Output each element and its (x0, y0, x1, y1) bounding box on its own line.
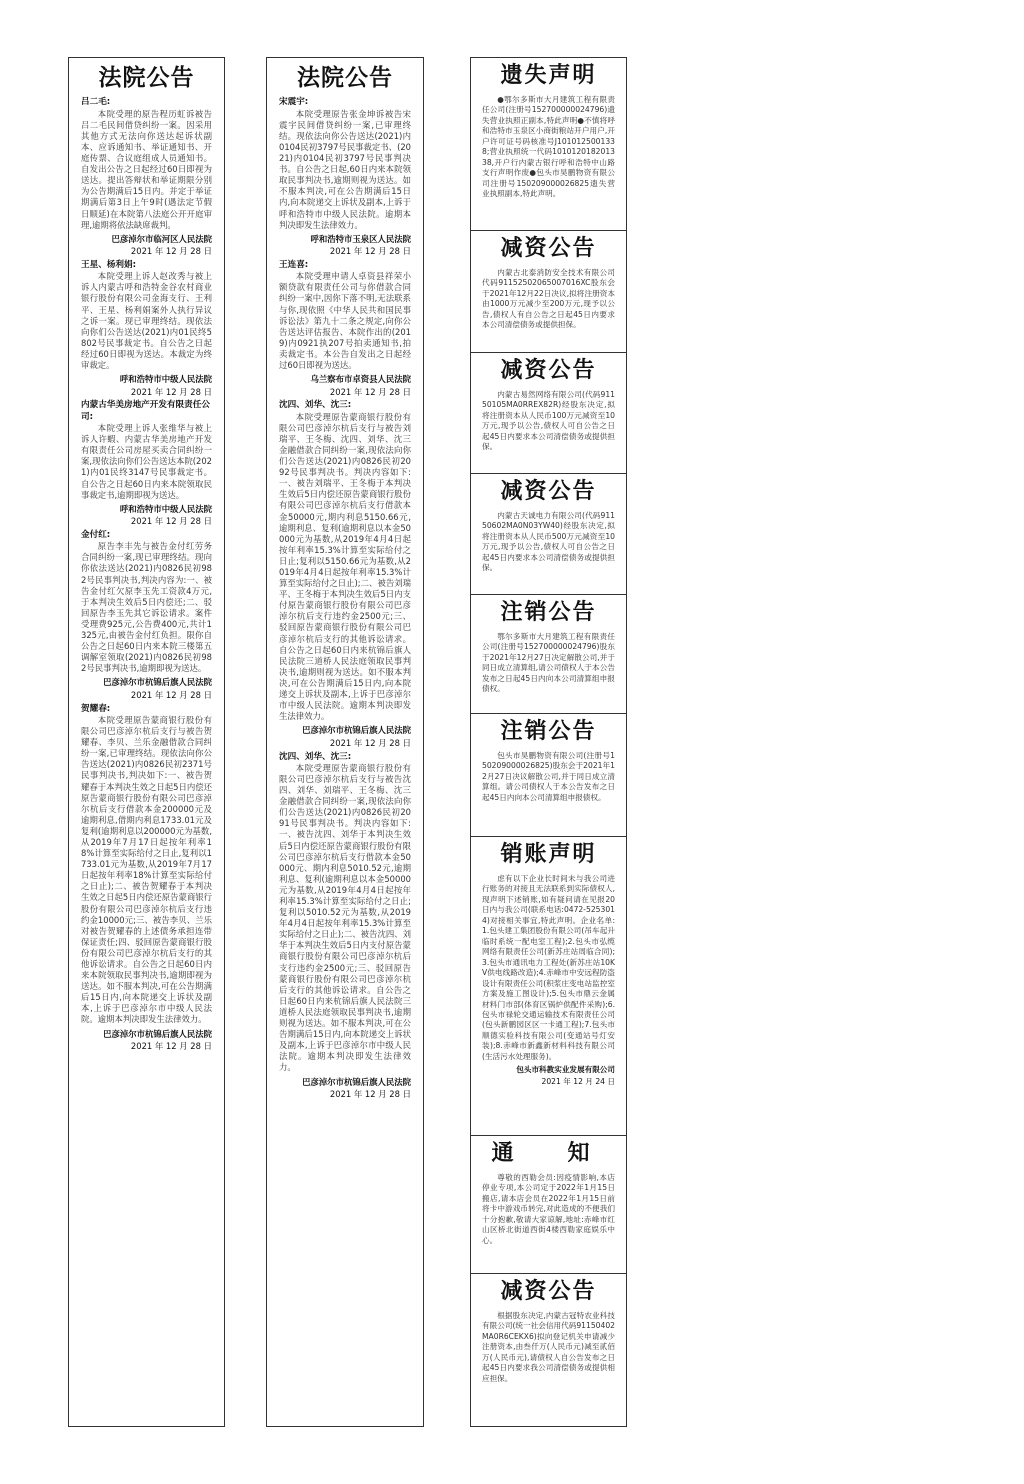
box-title: 遗失声明 (500, 63, 597, 88)
column-title: 法院公告 (98, 65, 195, 91)
box-title: 销账声明 (500, 842, 597, 867)
notice-addressee: 金付红: (81, 529, 111, 540)
box-title: 减资公告 (500, 479, 597, 504)
box-date: 2021 年 12 月 24 日 (541, 1076, 615, 1086)
notice-box (471, 1136, 626, 1274)
notice-body: 本院受理上诉人张维华与被上诉人许蝦、内蒙古华美房地产开发有限责任公司房屋买卖合同纠纷一案,现依法向你们公告送达本院(2021)内01民终3147号民事裁定书。自公告之日起60日内来本院领取民事裁定书,逾期即视为送达。 (81, 423, 212, 500)
box-title: 注销公告 (500, 600, 597, 625)
box-signature: 包头市科教实业发展有限公司 (516, 1065, 615, 1075)
notice-4 (279, 752, 411, 1101)
notice-court: 呼和浩特市玉泉区人民法院 (310, 233, 411, 244)
box-body: ●鄂尔多斯市大月建筑工程有限责任公司(注册号152700000024796)遗失营业执照正副本,特此声明●不慎将呼和浩特市玉泉区小商街粮站开户用户,开户许可证号码核准号J1010125001338;营业执照统一代码101012018201338,开户行内蒙古银行呼和浩特中山路支行声明作废●包头市昊鹏物资有限公司注册号150209000026825遗失营业执照副本,特此声明。 (482, 94, 615, 199)
notice-1 (279, 97, 411, 258)
notice-addressee: 王星、杨利娟: (81, 259, 136, 270)
notice-addressee: 沈四、刘华、沈三: (279, 400, 352, 411)
notice-court: 巴彦淖尔市杭锦后旗人民法院 (302, 1076, 411, 1087)
box-body: 虑有以下企业长时间未与我公司进行账务的对接且无法联系到实际债权人,现声明下述销账,如有疑问请在见报20日内与我公司(联系电话:0472-5253014)对接相关事宜,特此声明。企业名单:1.包头建工集团股份有限公司(吊车起升临时系统一配电室工程);2.包头市弘缆网络有限责任公司(新苏庄站周临合同);3.包头市通讯电力工程处(新苏庄站10KV供电线路改造);4.赤峰市中安远程防盗设计有限责任公司(积浆庄变电站监控室方案及施工图设计);5.包头市鼎云金属材料门市部(体育区锅炉供配件采购);6.包头市禄轮交通运输技术有限责任公司(包头新鹏园区区一卡通工程);7.包头市顺德实验科技有限公司(变通站号灯安装);8.赤峰市新鑫新材料科技有限公司(生活污水处理服务)。 (482, 873, 615, 1061)
notice-date: 2021 年 12 月 28 日 (130, 689, 212, 700)
notice-addressee: 贺耀春: (81, 703, 111, 714)
deregistration-box-1 (471, 595, 626, 714)
notice-addressee: 沈四、刘华、沈三: (279, 751, 352, 762)
notice-2 (81, 260, 212, 398)
notice-date: 2021 年 12 月 28 日 (329, 1089, 411, 1100)
box-title: 减资公告 (500, 1279, 597, 1304)
notice-date: 2021 年 12 月 28 日 (130, 516, 212, 527)
notice-date: 2021 年 12 月 28 日 (329, 246, 411, 257)
notice-date: 2021 年 12 月 28 日 (130, 386, 212, 397)
notice-court: 巴彦淖尔市杭锦后旗人民法院 (302, 725, 411, 736)
box-body: 尊敬的西勒会员:因疫情影响,本店停业专项,本公司定于2022年1月15日搬店,请本店会员在2022年1月15日前将卡中游戏币转完,对此造成的不便我们十分抱歉,敬请大家谅解,地址:赤峰市红山区桥北街道西街4楼西勒家庭娱乐中心。 (482, 1172, 615, 1245)
notice-1 (81, 97, 212, 258)
court-notice-column-left (68, 57, 225, 1427)
notice-2 (279, 260, 411, 398)
notice-4 (81, 530, 212, 702)
notice-addressee: 吕二毛: (81, 97, 111, 108)
notice-court: 呼和浩特市中级人民法院 (119, 374, 212, 385)
classified-notice-column-right (470, 57, 627, 1427)
notice-date: 2021 年 12 月 28 日 (329, 737, 411, 748)
box-body: 内蒙古易然网络有限公司(代码91150105MA0RREX82R)经股东决定,拟将注册资本从人民币100万元减资至10万元,现予以公告,债权人可自公告之日起45日内要求本公司清偿债务或提供担保。 (482, 389, 615, 452)
notice-date: 2021 年 12 月 28 日 (130, 1041, 212, 1052)
box-body: 内蒙古天诚电力有限公司(代码91150602MA0N03YW40)经股东决定,拟将注册资本从人民币500万元减资至10万元,现予以公告,债权人可自公告之日起45日内要求本公司清偿债务或提供担保。 (482, 510, 615, 573)
notice-5 (81, 704, 212, 1053)
notice-body: 本院受理上诉人赵改秀与被上诉人内蒙古呼和浩特金谷农村商业银行股份有限公司金海支行、王利平、王星、杨利娟案外人执行异议之诉一案。现已审理终结。现依法向你们公告送达(2021)内01民终5802号民事裁定书。自公告之日起经过60日即视为送达。本裁定为终审裁定。 (81, 271, 212, 371)
notice-court: 呼和浩特市中级人民法院 (119, 503, 212, 514)
notice-date: 2021 年 12 月 28 日 (329, 386, 411, 397)
account-writeoff-box (471, 837, 626, 1136)
notice-addressee: 内蒙古华美房地产开发有限责任公司: (81, 400, 210, 422)
court-notice-column-middle (266, 57, 424, 1427)
notice-body: 本院受理原告蒙商银行股份有限公司巴彦淖尔杭后支行与被告贺耀春、李贝、兰乐金融借款合同纠纷一案,已审理终结。现依法向你公告送达(2021)内0826民初2371号民事判决书,判决如下:一、被告贺耀春于本判决生效之日起5日内偿还原告蒙商银行股份有限公司巴彦淖尔杭后支行借款本金200000元及逾期利息,借期内利息1733.01元及复利(逾期利息以200000元为基数,从2019年7月17日起按年利率18%计算至实际给付之日止,复利以1733.01元为基数,从2019年7月17日起按年利率18%计算至实际给付之日止);二、被告贺耀春于本判决生效之日起5日内偿还原告蒙商银行股份有限公司巴彦淖尔杭后支行违约金10000元;三、被告李贝、兰乐对被告贺耀春的上述债务承担连带保证责任;四、驳回原告蒙商银行股份有限公司巴彦淖尔杭后支行的其他诉讼请求。自公告之日起60日内来本院领取民事判决书,逾期即视为送达。如不服本判决,可在公告期满后15日内,向本院递交上诉状及副本,上诉于巴彦淖尔市中级人民法院。逾期本判决即发生法律效力。 (81, 714, 212, 1025)
notice-body: 本院受理原告蒙商银行股份有限公司巴彦淖尔杭后支行与被告刘瑞平、王冬梅、沈四、刘华、沈三金融借款合同纠纷一案,现依法向你们公告送达(2021)内0826民初2092号民事判决书。判决内容如下:一、被告刘瑞平、王冬梅于本判决生效后5日内偿还原告蒙商银行股份有限公司巴彦淖尔杭后支行借款本金50000元,期内利息5150.66元,逾期利息、复利(逾期利息以本金50000元为基数,从2019年4月4日起按年利率15.3%计算至实际给付之日止;复利以5150.66元为基数,从2019年4月4日起按年利率15.3%计算至实际给付之日止);二、被告刘瑞平、王冬梅于本判决生效后5日内支付原告蒙商银行股份有限公司巴彦淖尔杭后支行违约金2500元;三、驳回原告蒙商银行股份有限公司巴彦淖尔杭后支行的其他诉讼请求。自公告之日起60日内来杭锦后旗人民法院三道桥人民法庭领取民事判决书,逾期则视为送达。如不服本判决,可在公告期满后15日内,向本院递交上诉状及副本,上诉于巴彦淖尔市中级人民法院。逾期本判决即发生法律效力。 (279, 411, 411, 722)
notice-court: 巴彦淖尔市杭锦后旗人民法院 (103, 677, 212, 688)
box-title: 通 知 (491, 1141, 606, 1166)
box-body: 鄂尔多斯市大月建筑工程有限责任公司(注册号152700000024796)股东于2021年12月27日决定解散公司,并于同日成立清算组,请公司债权人于本公告发布之日起45日内向本公司清算组申报债权。 (482, 631, 615, 694)
box-body: 内蒙古北泰消防安全技术有限公司代码91152502065007016XC股东会于2021年12月22日决议,拟将注册资本由1000万元减少至200万元,现予以公告,债权人有自公告之日起45日内要求本公司清偿债务或提供担保。 (482, 267, 615, 330)
lost-statement-box (471, 58, 626, 231)
notice-body: 本院受理原告张金坤诉被告宋震宇民间借贷纠纷一案,已审理终结。现依法向你公告送达(2021)内0104民初3797号民事裁定书、(2021)内0104民初3797号民事判决书。自公告之日起,60日内来本院领取民事判决书,逾期则视为送达。如不服本判决,可在公告期满后15日内,向本院递交上诉状及副本,上诉于呼和浩特市中级人民法院。逾期本判决即发生法律效力。 (279, 108, 411, 230)
box-body: 根据股东决定,内蒙古冠特农业科技有限公司(统一社会信用代码91150402MA0R6CEKX6)拟向登记机关申请减少注册资本,由叁仟万(人民币元)减至贰佰万(人民币元),请债权人自公告发布之日起45日内要求我公司清偿债务或提供相应担保。 (482, 1310, 615, 1383)
deregistration-box-2 (471, 714, 626, 837)
capital-reduction-box-2 (471, 353, 626, 474)
box-body: 包头市昊鹏物资有限公司(注册号150209000026825)股东会于2021年12月27日决议解散公司,并于同日成立清算组。请公司债权人于本公告发布之日起45日内向本公司清算组申报债权。 (482, 750, 615, 802)
notice-court: 乌兰察布市卓资县人民法院 (310, 374, 411, 385)
notice-date: 2021 年 12 月 28 日 (130, 246, 212, 257)
column-title: 法院公告 (297, 65, 393, 91)
box-title: 注销公告 (500, 719, 597, 744)
capital-reduction-box-4 (471, 1274, 626, 1426)
notice-court: 巴彦淖尔市杭锦后旗人民法院 (103, 1028, 212, 1039)
capital-reduction-box-3 (471, 474, 626, 595)
box-title: 减资公告 (500, 236, 597, 261)
box-title: 减资公告 (500, 358, 597, 383)
notice-3 (81, 400, 212, 528)
notice-body: 本院受理原告蒙商银行股份有限公司巴彦淖尔杭后支行与被告沈四、刘华、刘瑞平、王冬梅、沈三金融借款合同纠纷一案,现依法向你们公告送达(2021)内0826民初2091号民事判决书。判决内容如下:一、被告沈四、刘华于本判决生效后5日内偿还原告蒙商银行股份有限公司巴彦淖尔杭后支行借款本金50000元、期内利息5010.52元,逾期利息、复利(逾期利息以本金50000元为基数,从2019年4月4日起按年利率15.3%计算至实际给付之日止;复利以5010.52元为基数,从2019年4月4日起按年利率15.3%计算至实际给付之日止);二、被告沈四、刘华于本判决生效后5日内支付原告蒙商银行股份有限公司巴彦淖尔杭后支行违约金2500元;三、驳回原告蒙商银行股份有限公司巴彦淖尔杭后支行的其他诉讼请求。自公告之日起60日内来杭锦后旗人民法院三道桥人民法庭领取民事判决书,逾期则视为送达。如不服本判决,可在公告期满后15日内,向本院递交上诉状及副本,上诉于巴彦淖尔市中级人民法院。逾期本判决即发生法律效力。 (279, 762, 411, 1073)
notice-court: 巴彦淖尔市临河区人民法院 (111, 233, 212, 244)
notice-addressee: 王连喜: (279, 259, 309, 270)
capital-reduction-box-1 (471, 231, 626, 353)
notice-body: 原告李丰先与被告金付红劳务合同纠纷一案,现已审理终结。现向你依法送达(2021)内0826民初982号民事判决书,判决内容为:一、被告金付红欠原李玉先工资款4万元,于本判决生效后5日内偿还;二、驳回原告李玉先其它诉讼请求。案件受理费925元,公告费400元,共计1325元,由被告金付红负担。限你自公告之日起60日内来本院三楼第五调解室领取(2021)内0826民初982号民事判决书,逾期即视为送达。 (81, 541, 212, 674)
notice-addressee: 宋震宇: (279, 97, 309, 108)
notice-body: 本院受理申请人卓资县祥荣小额贷款有限责任公司与你借款合同纠纷一案中,因你下落不明,无法联系与你,现依照《中华人民共和国民事诉讼法》第九十二条之规定,向你公告送达评估报告、本院作出的(2019)内0921执207号拍卖通知书,拍卖裁定书。本公告自发出之日起经过60日即视为送达。 (279, 271, 411, 371)
notice-body: 本院受理的原告程历虹诉被告吕二毛民间借贷纠纷一案。因采用其他方式无法向你送达起诉状副本、应诉通知书、举证通知书、开庭传票、合议庭组成人员通知书。自发出公告之日起经过60日即视为送达。提出答辩状和举证期限分别为公告期满后15日内。并定于举证期满后第3日上午9时(遇法定节假日顺延)在本院第八法庭公开开庭审理,逾期将依法缺席裁判。 (81, 108, 212, 230)
notice-3 (279, 400, 411, 749)
